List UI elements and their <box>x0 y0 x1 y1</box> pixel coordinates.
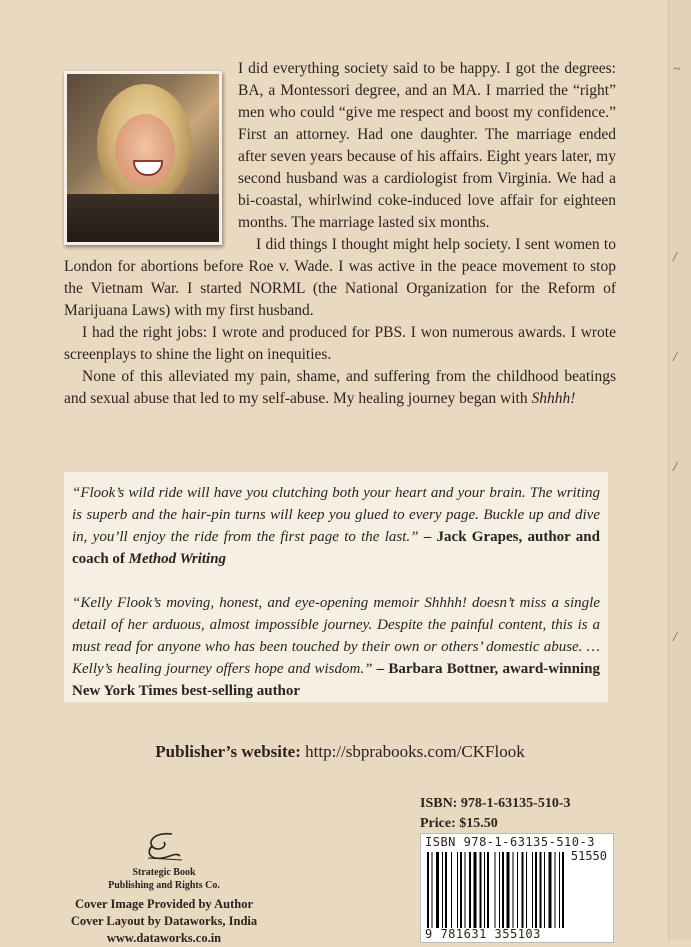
spine-decoration: / <box>673 350 677 365</box>
barcode-bar <box>427 852 429 928</box>
paragraph-society: I did things I thought might help society. I sent women to London for abortions before Roe v. Wade. I was active in the peace movement to stop the Vietnam War. I started NORML (the National Organization for the Reform of Marijuana Laws) with my first husband. <box>64 236 616 319</box>
endorsement-bottner <box>72 592 600 702</box>
paragraph-healing <box>64 366 616 410</box>
credit-line: www.dataworks.co.in <box>106 931 222 945</box>
barcode-bar <box>487 852 489 928</box>
credit-line: Cover Layout by Dataworks, India <box>70 914 258 928</box>
endorsement-quote: “Kelly Flook’s moving, honest, and eye-opening memoir Shhhh! doesn’t miss a single detail of her arduous, almost impossible journey. Despite the painful content, this is a must read for anyone who has been touched by their own or others’ domestic abuse. … Kelly’s healing journey offers hope and wisdom.” <box>72 595 600 677</box>
endorsement-quote: “Flook’s wild ride will have you clutching both your heart and your brain. The writing is superb and the hair-pin turns will keep you glued to every page. Buckle up and dive in, you’ll enjoy the ride from the first page to the last.” <box>72 485 600 545</box>
back-cover-text <box>64 58 616 410</box>
paragraph-degrees: I did everything society said to be happy. I got the degrees: BA, a Montessori degree, and an MA. I married the “right” men who could “give me respect and boost my confidence.” First an attorney. Had one daughter. The marriage ended after seven years because of his affairs. Eight years later, my second husband was a cardiologist from Virginia. We had a bi-coastal, whirlwind coke-induced love affair for eighteen months. The marriage lasted six months. <box>238 60 616 231</box>
spine-decoration: / <box>673 630 677 645</box>
author-face <box>115 114 175 188</box>
barcode-bar <box>502 852 504 928</box>
author-photo <box>64 71 222 245</box>
publisher-line: Publishing and Rights Co. <box>108 880 220 891</box>
barcode-bar <box>474 852 477 928</box>
isbn-info <box>420 794 571 834</box>
barcode-bar <box>526 852 527 928</box>
barcode-bar <box>432 852 433 928</box>
spine-decoration: ~ <box>673 62 681 77</box>
barcode-bar <box>544 852 545 928</box>
publisher-name <box>64 866 264 892</box>
barcode-icon <box>420 833 614 943</box>
barcode-bar <box>513 852 514 928</box>
publisher-logo-icon <box>142 830 186 864</box>
publisher-website <box>0 742 680 762</box>
publisher-line: Strategic Book <box>132 867 196 878</box>
spine-decoration: / <box>673 250 677 265</box>
barcode-bar <box>559 852 560 928</box>
barcode-bar <box>499 852 500 928</box>
barcode-bar <box>535 852 537 928</box>
barcode-bar <box>484 852 485 928</box>
barcode-bar <box>555 852 556 928</box>
isbn-line: ISBN: 978-1-63135-510-3 <box>420 796 571 811</box>
barcode-bar <box>540 852 542 928</box>
cover-credits <box>60 896 268 947</box>
barcode-isbn-text: ISBN 978-1-63135-510-3 <box>425 835 595 849</box>
endorsements-box <box>64 472 608 702</box>
barcode-bar <box>469 852 471 928</box>
barcode-bar <box>480 852 482 928</box>
book-title: Shhhh! <box>531 390 576 407</box>
barcode-bar <box>436 852 439 928</box>
barcode-bars <box>427 852 607 928</box>
endorsement-grapes <box>72 482 600 570</box>
price-line: Price: $15.50 <box>420 816 498 831</box>
credit-line: Cover Image Provided by Author <box>74 897 253 911</box>
barcode-bar <box>445 852 447 928</box>
barcode-bar <box>562 852 564 928</box>
paragraph-jobs: I had the right jobs: I wrote and produced for PBS. I won numerous awards. I wrote screenplays to shine the light on inequities. <box>64 324 616 363</box>
endorsement-attribution: – Jack Grapes, author and coach of <box>72 529 600 567</box>
endorsement-attribution: – Barbara Bottner, award-winning New York Times best-selling author <box>72 661 600 699</box>
barcode-bar <box>517 852 518 928</box>
endorsement-book-title: Method Writing <box>128 551 227 567</box>
barcode-bar <box>457 852 458 928</box>
barcode-bar <box>507 852 510 928</box>
barcode-bar <box>522 852 524 928</box>
barcode-bar <box>451 852 452 928</box>
barcode-price-text: 51550 <box>570 849 607 863</box>
author-shoulder <box>67 194 219 245</box>
spine-decoration: / <box>673 460 677 475</box>
book-spine <box>668 0 691 941</box>
barcode-bar <box>532 852 533 928</box>
barcode-bar <box>495 852 496 928</box>
barcode-number-text: 9 781631 355103 <box>425 927 541 941</box>
barcode-bar <box>442 852 443 928</box>
paragraph-healing-text: None of this alleviated my pain, shame, and suffering from the childhood beatings and sexual abuse that led to my self-abuse. My healing journey began with <box>64 368 616 407</box>
barcode-bar <box>460 852 462 928</box>
barcode-bar <box>465 852 466 928</box>
barcode-bar <box>549 852 552 928</box>
website-label: Publisher’s website: <box>155 742 301 761</box>
website-url[interactable]: http://sbprabooks.com/CKFlook <box>305 742 525 761</box>
